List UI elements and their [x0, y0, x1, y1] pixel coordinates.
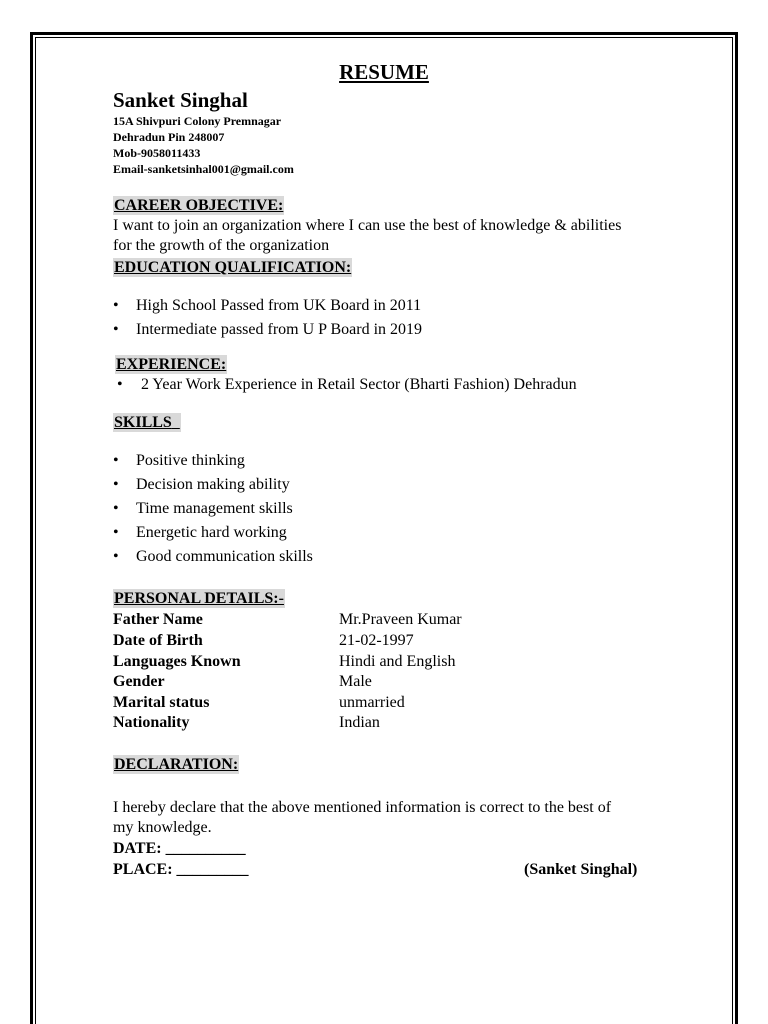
experience-list [117, 373, 577, 397]
declaration-line-1: I hereby declare that the above mentioned information is correct to the best of [113, 799, 612, 816]
list-item [113, 294, 422, 318]
bullet-icon: • [113, 476, 119, 493]
bullet-icon: • [113, 548, 119, 565]
skill-item: Good communication skills [136, 548, 313, 565]
skills-list [113, 449, 313, 569]
bullet-icon: • [113, 500, 119, 517]
skill-item: Energetic hard working [136, 524, 287, 541]
document-title: RESUME [339, 60, 429, 84]
detail-label: Nationality [113, 714, 190, 731]
detail-value: Mr.Praveen Kumar [339, 611, 462, 628]
skills-heading-text: SKILLS [114, 414, 172, 431]
skill-item: Time management skills [136, 500, 293, 517]
detail-label: Gender [113, 673, 165, 690]
career-objective-line-1: I want to join an organization where I can use the best of knowledge & abilities [113, 217, 622, 234]
mobile-number: Mob-9058011433 [113, 146, 201, 160]
list-item [113, 497, 313, 521]
list-item [113, 449, 313, 473]
detail-label: Languages Known [113, 653, 241, 670]
personal-detail-row [113, 652, 693, 672]
bullet-icon: • [113, 524, 119, 541]
detail-label: Father Name [113, 611, 203, 628]
personal-details-heading: PERSONAL DETAILS:- [114, 590, 284, 607]
address-line-1: 15A Shivpuri Colony Premnagar [113, 114, 282, 128]
education-item: High School Passed from UK Board in 2011 [136, 297, 422, 314]
detail-value: Hindi and English [339, 653, 456, 670]
list-item [117, 373, 577, 397]
education-list [113, 294, 422, 342]
signature-name: (Sanket Singhal) [524, 861, 638, 878]
skill-item: Positive thinking [136, 452, 245, 469]
list-item [113, 521, 313, 545]
declaration-line-2: my knowledge. [113, 819, 212, 836]
detail-label: Marital status [113, 694, 210, 711]
place-label: PLACE: _________ [113, 861, 249, 878]
career-objective-heading: CAREER OBJECTIVE: [114, 197, 284, 214]
skills-heading [113, 413, 181, 432]
bullet-icon: • [113, 321, 119, 338]
career-objective-line-2: for the growth of the organization [113, 237, 330, 254]
candidate-name: Sanket Singhal [113, 88, 248, 112]
education-heading: EDUCATION QUALIFICATION: [114, 259, 352, 276]
list-item [113, 473, 313, 497]
personal-detail-row [113, 631, 693, 651]
list-item [113, 545, 313, 569]
email-address: Email-sanketsinhal001@gmail.com [113, 162, 294, 176]
list-item [113, 318, 422, 342]
personal-detail-row [113, 713, 693, 733]
detail-value: 21-02-1997 [339, 632, 414, 649]
personal-detail-row [113, 693, 693, 713]
detail-value: Male [339, 673, 372, 690]
date-label: DATE: __________ [113, 840, 246, 857]
bullet-icon: • [113, 297, 119, 314]
personal-detail-row [113, 610, 693, 630]
contact-block [113, 113, 294, 177]
detail-label: Date of Birth [113, 632, 203, 649]
address-line-2: Dehradun Pin 248007 [113, 130, 225, 144]
education-item: Intermediate passed from U P Board in 2019 [136, 321, 423, 338]
bullet-icon: • [113, 452, 119, 469]
detail-value: unmarried [339, 694, 405, 711]
declaration-heading: DECLARATION: [114, 756, 239, 773]
bullet-icon: • [117, 376, 123, 393]
personal-detail-row [113, 672, 693, 692]
experience-heading: EXPERIENCE: [116, 356, 227, 373]
detail-value: Indian [339, 714, 380, 731]
career-objective-text [113, 216, 693, 256]
experience-item: 2 Year Work Experience in Retail Sector (Bharti Fashion) Dehradun [141, 376, 577, 393]
declaration-text [113, 798, 693, 838]
skill-item: Decision making ability [136, 476, 290, 493]
